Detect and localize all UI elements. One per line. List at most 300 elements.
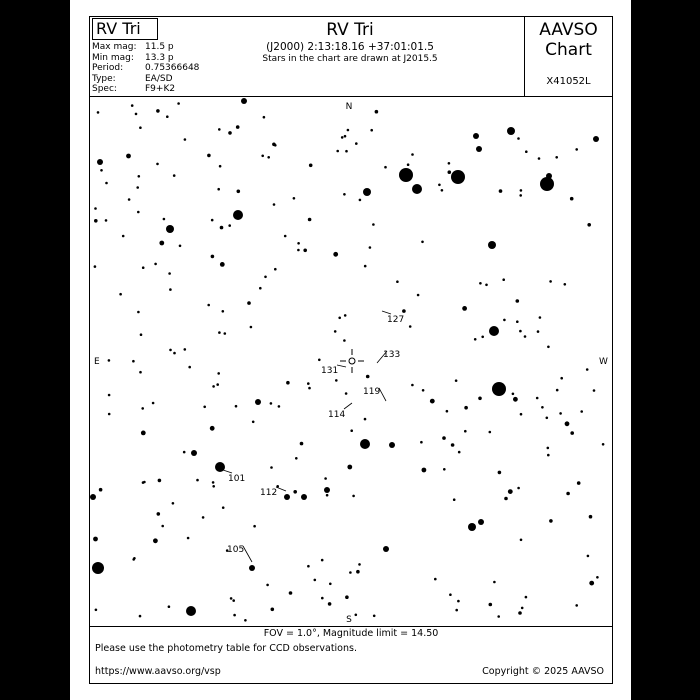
star: [441, 189, 444, 192]
star: [370, 129, 373, 132]
compass-north: N: [345, 102, 353, 112]
star: [211, 255, 215, 259]
star: [396, 280, 399, 283]
star: [168, 272, 171, 275]
comparison-label: 114: [328, 410, 346, 420]
star: [518, 611, 522, 615]
star: [100, 169, 103, 172]
star-field: [90, 98, 604, 622]
star: [358, 563, 361, 566]
star: [186, 606, 196, 616]
star: [451, 170, 465, 184]
star: [324, 487, 330, 493]
star: [566, 492, 570, 496]
star: [596, 576, 599, 579]
star: [237, 190, 241, 194]
star: [421, 241, 424, 244]
star: [512, 393, 515, 396]
star: [119, 293, 122, 296]
star: [586, 368, 589, 371]
org-chart-word: Chart: [545, 40, 592, 60]
star: [92, 562, 104, 574]
star: [565, 421, 570, 426]
star: [196, 479, 199, 482]
star: [172, 502, 175, 505]
star: [333, 252, 338, 257]
star: [108, 394, 111, 397]
star: [139, 126, 142, 129]
star: [549, 519, 553, 523]
star: [478, 397, 482, 401]
star: [289, 591, 293, 595]
star: [474, 338, 477, 341]
aavso-box: [524, 17, 612, 97]
star: [384, 166, 387, 169]
star: [575, 148, 578, 151]
star: [479, 282, 482, 285]
star: [492, 382, 506, 396]
star: [547, 454, 550, 457]
star: [263, 116, 266, 119]
comparison-label: 131: [321, 366, 339, 376]
copyright: Copyright © 2025 AAVSO: [482, 666, 604, 677]
star: [142, 266, 145, 269]
star: [409, 325, 412, 328]
star: [536, 397, 539, 400]
chart-title: RV Tri: [326, 20, 374, 40]
star: [593, 136, 599, 142]
star: [422, 468, 427, 473]
star: [538, 157, 541, 160]
star: [473, 133, 479, 139]
star: [366, 375, 370, 379]
star: [236, 125, 240, 129]
star: [274, 268, 277, 271]
star: [356, 570, 360, 574]
label-leader-line: [382, 311, 391, 314]
star: [138, 175, 141, 178]
star: [184, 138, 187, 141]
star: [458, 451, 461, 454]
star: [345, 392, 348, 395]
info-label: Max mag:: [92, 42, 137, 52]
star: [355, 142, 358, 145]
star: [434, 578, 437, 581]
star: [219, 165, 222, 168]
comparison-label: 112: [260, 488, 278, 498]
star: [232, 599, 235, 602]
coordinates: (J2000) 2:13:18.16 +37:01:01.5: [266, 41, 434, 53]
star: [468, 523, 476, 531]
star: [159, 241, 164, 246]
star: [455, 609, 458, 612]
star: [360, 439, 370, 449]
star: [136, 186, 139, 189]
star: [564, 283, 567, 286]
star: [158, 479, 162, 483]
star: [549, 280, 552, 283]
star: [517, 487, 520, 490]
star: [218, 128, 221, 131]
star: [541, 406, 544, 409]
star: [453, 498, 456, 501]
star: [449, 593, 452, 596]
star: [284, 235, 287, 238]
star: [488, 241, 496, 249]
star: [153, 538, 158, 543]
star: [90, 494, 96, 500]
chart-title-block: [210, 19, 490, 65]
star: [249, 565, 255, 571]
star: [212, 481, 215, 484]
star: [503, 319, 506, 322]
star: [464, 430, 467, 433]
star: [411, 384, 414, 387]
comparison-label: 119: [363, 387, 381, 397]
star: [122, 235, 125, 238]
star: [497, 615, 500, 618]
fov-note: FOV = 1.0°, Magnitude limit = 14.50: [263, 628, 439, 639]
star: [183, 451, 186, 454]
star: [350, 429, 353, 432]
star: [516, 299, 520, 303]
star: [233, 614, 236, 617]
star: [359, 199, 362, 202]
star: [478, 519, 484, 525]
star: [222, 506, 225, 509]
label-leader-line: [344, 403, 352, 409]
compass-south: S: [346, 615, 352, 625]
star-field-map: [90, 97, 612, 627]
star: [602, 443, 605, 446]
star-info-table: [92, 42, 199, 95]
star: [307, 565, 310, 568]
star: [244, 619, 247, 622]
info-label: Min mag:: [92, 52, 134, 63]
star: [559, 412, 562, 415]
star: [443, 468, 446, 471]
star: [507, 127, 515, 135]
star: [173, 352, 176, 355]
star: [94, 219, 98, 223]
label-leader-line: [276, 487, 286, 491]
comparison-labels: [220, 311, 404, 562]
star: [519, 194, 522, 197]
info-value: 11.5 p: [145, 42, 174, 52]
star: [264, 276, 267, 279]
star: [502, 278, 505, 281]
info-label: Spec:: [92, 84, 117, 94]
star: [349, 571, 352, 574]
star: [168, 605, 171, 608]
star: [297, 242, 300, 245]
star: [132, 360, 135, 363]
star: [210, 426, 215, 431]
star: [345, 150, 348, 153]
star: [412, 184, 422, 194]
epoch-note: Stars in the chart are drawn at J2015.5: [262, 54, 438, 64]
star: [352, 495, 355, 498]
compass-west: W: [599, 357, 608, 367]
star: [593, 389, 596, 392]
star: [131, 104, 134, 107]
star: [555, 156, 558, 159]
star: [547, 346, 550, 349]
star: [94, 265, 97, 268]
star: [369, 246, 372, 249]
star: [300, 442, 304, 446]
star: [570, 197, 574, 201]
info-row-type: [92, 74, 199, 85]
star: [273, 203, 276, 206]
star: [135, 113, 138, 116]
star: [309, 164, 313, 168]
comparison-label: 127: [387, 315, 405, 325]
star: [355, 614, 358, 617]
star: [139, 615, 142, 618]
star: [556, 389, 559, 392]
star: [345, 595, 349, 599]
star: [141, 431, 146, 436]
info-row-max-mag: [92, 42, 199, 53]
chart-page: [70, 0, 631, 700]
star: [438, 184, 441, 187]
star: [308, 387, 311, 390]
star: [520, 189, 523, 192]
star: [105, 219, 108, 222]
star: [580, 410, 583, 413]
star: [217, 188, 220, 191]
org-name: AAVSO: [539, 20, 598, 40]
ccd-note: Please use the photometry table for CCD observations.: [95, 643, 357, 654]
compass-east: E: [94, 357, 100, 367]
star: [347, 129, 350, 132]
comparison-label: 133: [383, 350, 401, 360]
star: [589, 515, 593, 519]
vsp-url-link[interactable]: https://www.aavso.org/vsp: [95, 666, 221, 677]
star: [274, 144, 277, 147]
star: [241, 98, 247, 104]
star: [525, 150, 528, 153]
star: [212, 485, 215, 488]
star: [324, 477, 327, 480]
variable-star-marker: [340, 349, 364, 373]
star: [321, 597, 324, 600]
star: [217, 372, 220, 375]
star: [224, 332, 227, 335]
star: [451, 443, 455, 447]
star: [406, 173, 409, 176]
star: [520, 413, 523, 416]
info-row-period: [92, 63, 199, 74]
star: [485, 284, 488, 287]
star: [286, 381, 290, 385]
label-leader-line: [243, 546, 252, 562]
chart-header: [90, 17, 612, 97]
star: [126, 154, 131, 159]
star: [364, 418, 367, 421]
info-value: 0.75366648: [145, 63, 200, 73]
star: [137, 311, 140, 314]
star: [97, 111, 100, 114]
star: [524, 335, 527, 338]
star: [314, 579, 317, 582]
star: [489, 603, 493, 607]
star: [343, 193, 346, 196]
star: [364, 265, 367, 268]
star: [93, 537, 98, 542]
star: [570, 431, 574, 435]
star: [326, 494, 329, 497]
star: [328, 602, 332, 606]
star: [166, 225, 174, 233]
star: [270, 402, 273, 405]
star: [179, 245, 182, 248]
star: [295, 457, 298, 460]
comparison-label: 101: [228, 474, 246, 484]
star: [177, 102, 180, 105]
star: [157, 512, 161, 516]
star: [267, 156, 270, 159]
star: [271, 608, 275, 612]
star: [540, 177, 554, 191]
star: [455, 379, 458, 382]
star: [94, 207, 97, 210]
star: [156, 109, 160, 113]
star: [163, 218, 166, 221]
footer-divider: [90, 626, 612, 627]
star: [220, 226, 224, 230]
star: [464, 406, 468, 410]
star: [546, 417, 549, 420]
star: [537, 330, 540, 333]
star: [525, 596, 528, 599]
star: [141, 407, 144, 410]
star: [481, 336, 484, 339]
info-label: Period:: [92, 63, 124, 73]
star: [222, 310, 225, 313]
star: [334, 330, 337, 333]
star: [270, 466, 273, 469]
star: [519, 330, 522, 333]
star: [336, 150, 339, 153]
star: [191, 450, 197, 456]
star: [587, 223, 591, 227]
star: [347, 465, 352, 470]
star: [407, 163, 410, 166]
star: [375, 110, 379, 114]
star: [420, 441, 423, 444]
info-value: F9+K2: [145, 84, 176, 94]
star: [587, 555, 590, 558]
star: [448, 162, 451, 165]
star: [188, 366, 191, 369]
star: [546, 173, 552, 179]
star: [108, 413, 111, 416]
star: [373, 615, 376, 618]
star: [589, 581, 594, 586]
star: [247, 301, 251, 305]
star: [303, 249, 307, 253]
star: [173, 174, 176, 177]
star: [216, 383, 219, 386]
star: [132, 558, 135, 561]
star: [402, 309, 406, 313]
star-name-box: RV Tri: [92, 18, 158, 40]
star: [520, 539, 523, 542]
star: [143, 481, 146, 484]
star: [211, 219, 214, 222]
chart-id: X41052L: [546, 76, 591, 87]
star: [476, 146, 482, 152]
star: [152, 402, 155, 405]
star: [169, 288, 172, 291]
star: [137, 211, 140, 214]
star: [462, 306, 467, 311]
star: [99, 488, 103, 492]
comparison-label: 105: [227, 545, 245, 555]
info-value: 13.3 p: [145, 52, 174, 63]
star: [344, 135, 347, 138]
star: [547, 447, 550, 450]
star: [399, 168, 413, 182]
star: [489, 431, 492, 434]
star: [372, 223, 375, 226]
star: [508, 489, 513, 494]
star: [329, 583, 332, 586]
star: [577, 481, 581, 485]
star: [250, 326, 253, 329]
star: [446, 410, 449, 413]
star: [411, 153, 414, 156]
star: [154, 263, 157, 266]
star: [156, 163, 159, 166]
star: [513, 397, 518, 402]
star: [335, 379, 338, 382]
star: [184, 348, 187, 351]
info-label: Type:: [92, 73, 116, 84]
star: [108, 359, 111, 362]
star: [448, 170, 452, 174]
star: [457, 600, 460, 603]
star: [363, 188, 371, 196]
star: [105, 182, 108, 185]
star: [293, 197, 296, 200]
star: [499, 189, 503, 193]
star: [293, 490, 297, 494]
star: [259, 287, 262, 290]
star: [139, 371, 142, 374]
star: [207, 304, 210, 307]
star: [417, 294, 420, 297]
star: [297, 249, 300, 252]
star: [228, 131, 232, 135]
info-value: EA/SD: [145, 73, 173, 84]
star: [252, 421, 255, 424]
star: [253, 525, 256, 528]
star: [228, 224, 231, 227]
star: [278, 405, 281, 408]
star: [97, 159, 103, 165]
star: [255, 399, 261, 405]
star: [203, 406, 206, 409]
star: [128, 198, 131, 201]
star: [341, 136, 344, 139]
star: [233, 210, 243, 220]
star: [504, 497, 508, 501]
star: [343, 339, 346, 342]
star: [266, 584, 269, 587]
